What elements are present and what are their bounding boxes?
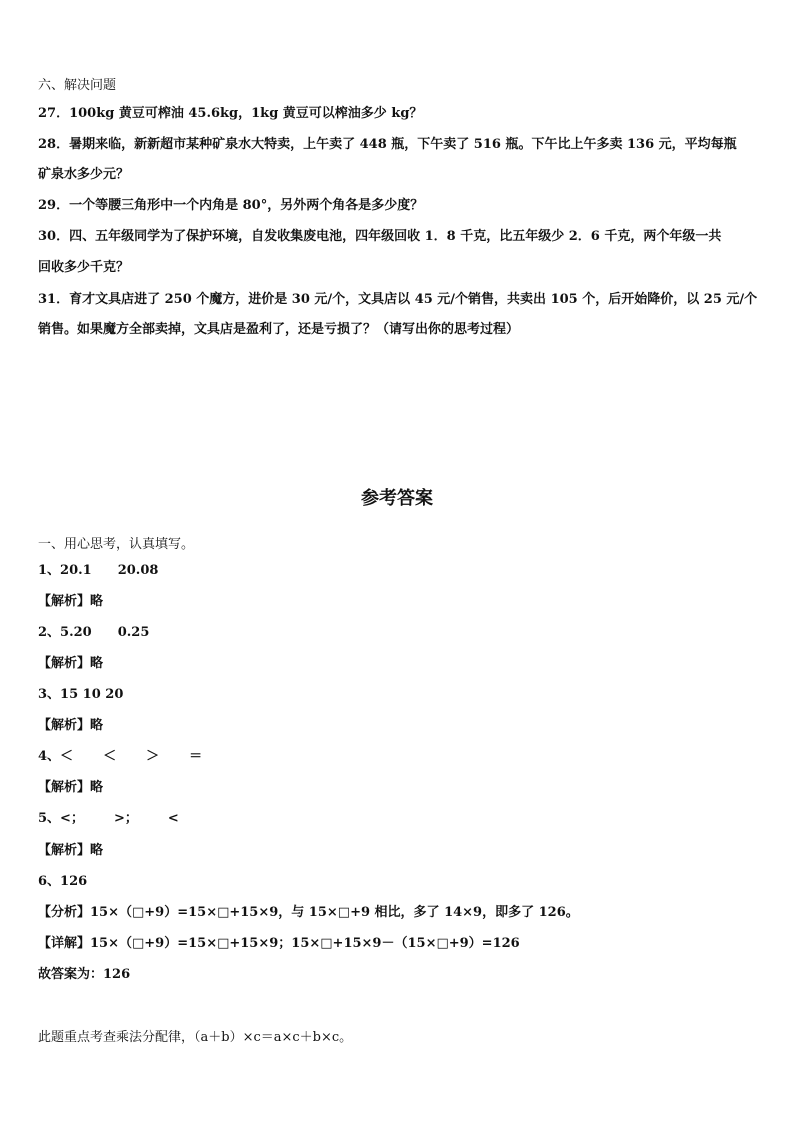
answer-1-val: 20.08 — [117, 563, 159, 578]
answer-4 — [38, 749, 202, 765]
section-title-solve: 六、解决问题 — [38, 78, 117, 93]
analysis-5: 【解析】略 — [38, 843, 104, 858]
answer-4-sym4: ＝ — [189, 749, 203, 764]
answer-6-note: 此题重点考查乘法分配律，（a＋b）×c＝a×c＋b×c。 — [38, 1030, 353, 1045]
answer-5-sym3: < — [167, 811, 179, 826]
answer-1-num: 1、20.1 — [38, 563, 92, 578]
question-28-line1: 28．暑期来临，新新超市某种矿泉水大特卖，上午卖了 448 瓶，下午卖了 516 瓶。下午比上午多卖 136 元，平均每瓶 — [38, 137, 737, 152]
analysis-4: 【解析】略 — [38, 780, 104, 795]
question-30-line1: 30．四、五年级同学为了保护环境，自发收集废电池，四年级回收 1．8 千克，比五年级少 2．6 千克，两个年级一共 — [38, 229, 722, 244]
answers-section-1: 一、用心思考，认真填写。 — [38, 537, 195, 552]
answer-2 — [38, 625, 149, 641]
answer-6-conclusion: 故答案为：126 — [38, 967, 131, 982]
answer-4-num: 4、 — [38, 749, 61, 764]
answer-3: 3、15 10 20 — [38, 687, 124, 702]
answer-4-sym3: ＞ — [146, 749, 160, 764]
answer-2-num: 2、5.20 — [38, 625, 92, 640]
analysis-3: 【解析】略 — [38, 718, 104, 733]
answer-1 — [38, 563, 158, 579]
answer-4-sym1: ＜ — [60, 749, 74, 764]
question-31-line2: 销售。如果魔方全部卖掉，文具店是盈利了，还是亏损了？（请写出你的思考过程） — [38, 322, 520, 337]
question-30-line2: 回收多少千克？ — [38, 260, 130, 275]
answer-5 — [38, 811, 179, 827]
answer-4-sym2: ＜ — [103, 749, 117, 764]
question-31-line1: 31．育才文具店进了 250 个魔方，进价是 30 元/个，文具店以 45 元/个销售，共卖出 105 个，后开始降价，以 25 元/个 — [38, 292, 758, 307]
answer-6-detail: 【详解】15×（□+9）=15×□+15×9；15×□+15×9－（15×□+9）=126 — [38, 936, 520, 951]
answers-title: 参考答案 — [361, 488, 433, 509]
question-28-line2: 矿泉水多少元？ — [38, 167, 130, 182]
analysis-1: 【解析】略 — [38, 594, 104, 609]
answer-5-sym2: >； — [113, 811, 138, 826]
question-29: 29．一个等腰三角形中一个内角是 80°，另外两个角各是多少度？ — [38, 198, 424, 213]
answer-6: 6、126 — [38, 874, 88, 889]
question-27: 27．100kg 黄豆可榨油 45.6kg，1kg 黄豆可以榨油多少 kg？ — [38, 106, 423, 121]
answer-5-num: 5、<； — [38, 811, 84, 826]
analysis-2: 【解析】略 — [38, 656, 104, 671]
answer-2-val: 0.25 — [117, 625, 150, 640]
answer-6-analysis: 【分析】15×（□+9）=15×□+15×9，与 15×□+9 相比，多了 14×9，即多了 126。 — [38, 905, 579, 920]
